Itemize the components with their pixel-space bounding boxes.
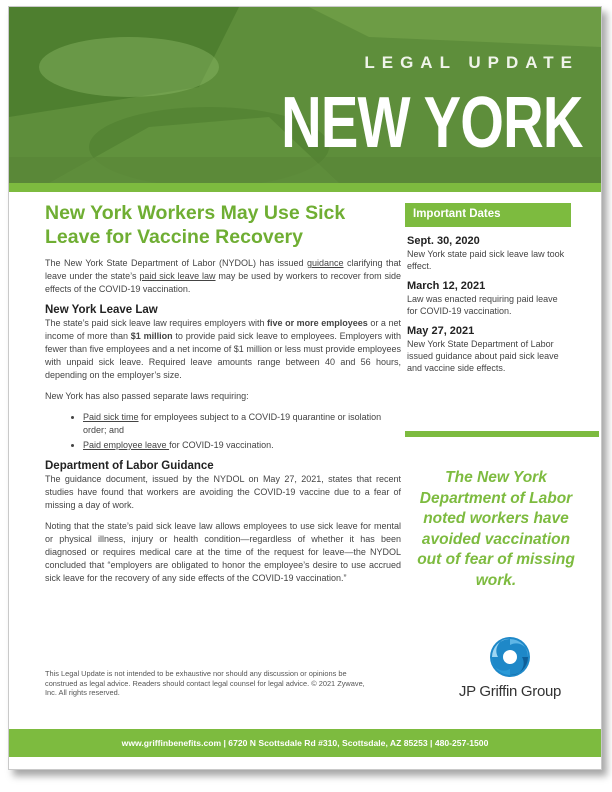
date-item [405, 272, 571, 317]
date-title: Sept. 30, 2020 [407, 235, 480, 247]
date-item [405, 227, 571, 272]
paragraph-text: to provide paid sick leave to employees. Employers with fewer than five employees and a net income of $1 million or less must provide employees with unpaid sick leave. Required leave amounts range between 40 and 56 hours, depending on the employer’s size. [45, 331, 401, 380]
list-item [83, 439, 401, 452]
intro-paragraph [45, 257, 401, 296]
important-dates-header: Important Dates [405, 203, 571, 227]
guidance-paragraph-2: Noting that the state’s paid sick leave law allows employees to use sick leave for mental or physical illness, injury or health condition—regardless of whether it has been diagnosed or requires medical care at the time of the request for leave—the NYDOL concluded that “employers are obligated to honor the employee’s desire to use accrued sick leave for the recovery of any side effects of the COVID-19 vaccination.” [45, 521, 401, 583]
requirements-list [45, 411, 401, 452]
paid-sick-leave-law-link[interactable]: paid sick leave law [139, 271, 216, 281]
paragraph-text: or a net income of more than [45, 318, 401, 341]
paragraph-text: The state’s paid sick leave law requires employers with [45, 318, 268, 328]
intro-text: The New York State Department of Labor (NYDOL) has issued [45, 258, 307, 268]
date-description: New York State Department of Labor issued guidance about paid sick leave and vaccine side effects. [407, 339, 559, 373]
logo-swirl-icon [488, 635, 532, 679]
article-column [45, 201, 401, 593]
guidance-link[interactable]: guidance [306, 258, 344, 268]
header-banner [9, 7, 601, 183]
document-page [8, 6, 602, 770]
legal-disclaimer: This Legal Update is not intended to be exhaustive nor should any discussion or opinions be construed as legal advice. Readers should contact legal counsel for legal advice. © 2021 Zywave, Inc. All rights reserved. [45, 669, 365, 697]
logo-company-name: JP Griffin Group [458, 683, 562, 700]
important-dates-sidebar [405, 203, 571, 374]
section-heading-dol-guidance: Department of Labor Guidance [45, 460, 214, 472]
section-heading-leave-law: New York Leave Law [45, 304, 158, 316]
date-title: May 27, 2021 [407, 325, 475, 337]
leave-law-paragraph [45, 317, 401, 382]
bold-text: $1 million [130, 331, 173, 341]
intro-text: may be used by workers to recover from side effects of the COVID-19 vaccination. [45, 271, 401, 294]
sidebar-divider [405, 431, 599, 437]
header-accent-bar [9, 183, 601, 192]
date-item [405, 317, 571, 374]
footer-contact-bar: www.griffinbenefits.com | 6720 N Scottsdale Rd #310, Scottsdale, AZ 85253 | 480-257-1500 [9, 729, 601, 757]
intro-text: clarifying that leave under the state’s [45, 258, 402, 281]
list-item-text: for COVID-19 vaccination. [169, 440, 274, 450]
article-title: New York Workers May Use Sick Leave for Vaccine Recovery [45, 202, 346, 248]
paid-employee-leave-link[interactable]: Paid employee leave [83, 440, 170, 450]
bold-text: five or more employees [267, 318, 368, 328]
separate-laws-paragraph: New York has also passed separate laws requiring: [45, 391, 249, 401]
company-logo [445, 635, 575, 700]
paid-sick-time-link[interactable]: Paid sick time [83, 412, 139, 422]
list-item-text: for employees subject to a COVID-19 quarantine or isolation order; and [83, 412, 382, 435]
date-description: Law was enacted requiring paid leave for COVID-19 vaccination. [407, 294, 558, 316]
state-title: NEW YORK [281, 83, 583, 163]
date-description: New York state paid sick leave law took effect. [407, 249, 565, 271]
list-item [83, 411, 401, 437]
pull-quote: The New York Department of Labor noted workers have avoided vaccination out of fear of missing work. [417, 469, 575, 589]
date-title: March 12, 2021 [407, 280, 486, 292]
legal-update-kicker: LEGAL UPDATE [364, 53, 579, 72]
guidance-paragraph-1: The guidance document, issued by the NYDOL on May 27, 2021, states that recent studies have found that workers are avoiding the COVID-19 vaccine due to a fear of missing a day of work. [45, 474, 401, 510]
